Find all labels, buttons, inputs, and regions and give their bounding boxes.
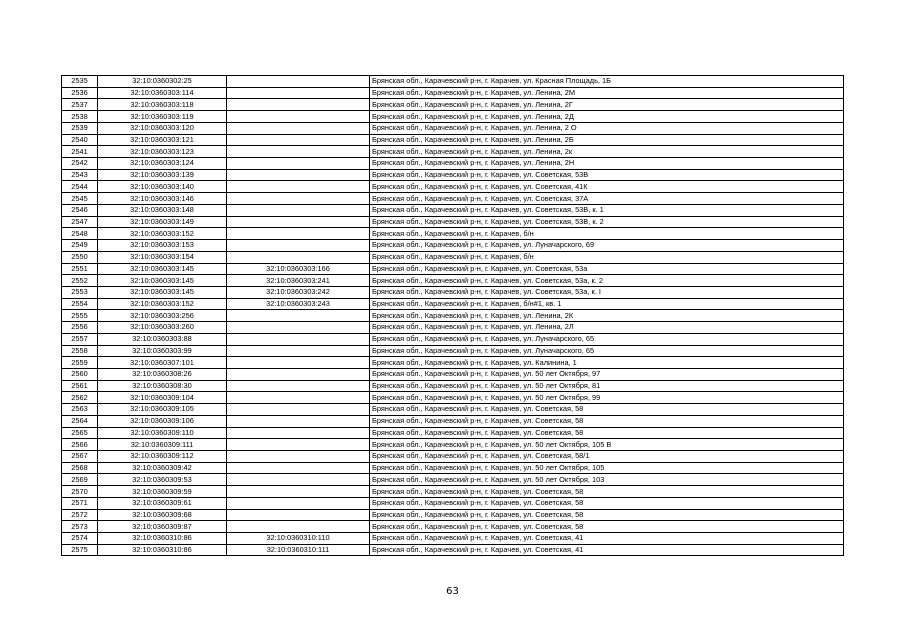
linked-cadastral-number-cell: 32:10:0360303:243 xyxy=(227,298,370,310)
table-row xyxy=(62,169,844,181)
cadastral-number-cell: 32:10:0360309:104 xyxy=(98,392,227,404)
row-number-cell: 2568 xyxy=(62,462,98,474)
address-cell: Брянская обл., Карачевский р-н, г. Карачев, б/н xyxy=(370,228,844,240)
address-cell: Брянская обл., Карачевский р-н, г. Карачев, ул. Советская, 41К xyxy=(370,181,844,193)
linked-cadastral-number-cell xyxy=(227,87,370,99)
row-number-cell: 2544 xyxy=(62,181,98,193)
linked-cadastral-number-cell xyxy=(227,474,370,486)
table-row xyxy=(62,462,844,474)
cadastral-number-cell: 32:10:0360303:124 xyxy=(98,158,227,170)
cadastral-number-cell: 32:10:0360309:110 xyxy=(98,427,227,439)
cadastral-number-cell: 32:10:0360309:61 xyxy=(98,497,227,509)
address-cell: Брянская обл., Карачевский р-н, г. Карачев, ул. 50 лет Октября, 105 xyxy=(370,462,844,474)
cadastral-number-cell: 32:10:0360303:123 xyxy=(98,146,227,158)
table-row xyxy=(62,87,844,99)
address-cell: Брянская обл., Карачевский р-н, г. Карачев, б/н#1, кв. 1 xyxy=(370,298,844,310)
address-cell: Брянская обл., Карачевский р-н, г. Карачев, ул. Калинина, 1 xyxy=(370,357,844,369)
row-number-cell: 2561 xyxy=(62,380,98,392)
address-cell: Брянская обл., Карачевский р-н, г. Карачев, ул. Советская, 58 xyxy=(370,415,844,427)
cadastral-number-cell: 32:10:0360302:25 xyxy=(98,76,227,88)
linked-cadastral-number-cell xyxy=(227,439,370,451)
cadastral-number-cell: 32:10:0360309:105 xyxy=(98,404,227,416)
table-row xyxy=(62,263,844,275)
address-cell: Брянская обл., Карачевский р-н, г. Карачев, ул. Красная Площадь, 1Б xyxy=(370,76,844,88)
table-row xyxy=(62,357,844,369)
table-row xyxy=(62,427,844,439)
table-row xyxy=(62,298,844,310)
table-row xyxy=(62,451,844,463)
row-number-cell: 2566 xyxy=(62,439,98,451)
address-cell: Брянская обл., Карачевский р-н, г. Карачев, ул. 50 лет Октября, 97 xyxy=(370,368,844,380)
cadastral-number-cell: 32:10:0360309:53 xyxy=(98,474,227,486)
table-row xyxy=(62,146,844,158)
cadastral-number-cell: 32:10:0360303:139 xyxy=(98,169,227,181)
address-cell: Брянская обл., Карачевский р-н, г. Карачев, ул. 50 лет Октября, 103 xyxy=(370,474,844,486)
table-row xyxy=(62,474,844,486)
row-number-cell: 2564 xyxy=(62,415,98,427)
table-body xyxy=(62,76,844,556)
address-cell: Брянская обл., Карачевский р-н, г. Карачев, ул. Советская, 53а, к. І xyxy=(370,286,844,298)
cadastral-number-cell: 32:10:0360309:68 xyxy=(98,509,227,521)
table-row xyxy=(62,486,844,498)
table-row xyxy=(62,111,844,123)
cadastral-number-cell: 32:10:0360303:114 xyxy=(98,87,227,99)
row-number-cell: 2539 xyxy=(62,122,98,134)
table-row xyxy=(62,286,844,298)
linked-cadastral-number-cell xyxy=(227,322,370,334)
cadastral-number-cell: 32:10:0360303:256 xyxy=(98,310,227,322)
cadastral-number-cell: 32:10:0360303:152 xyxy=(98,298,227,310)
cadastral-table xyxy=(61,75,844,556)
table-row xyxy=(62,509,844,521)
cadastral-number-cell: 32:10:0360303:119 xyxy=(98,111,227,123)
row-number-cell: 2575 xyxy=(62,544,98,556)
row-number-cell: 2542 xyxy=(62,158,98,170)
address-cell: Брянская обл., Карачевский р-н, г. Карачев, ул. Советская, 58 xyxy=(370,509,844,521)
cadastral-number-cell: 32:10:0360303:99 xyxy=(98,345,227,357)
cadastral-number-cell: 32:10:0360303:146 xyxy=(98,193,227,205)
address-cell: Брянская обл., Карачевский р-н, г. Карачев, ул. 50 лет Октября, 81 xyxy=(370,380,844,392)
linked-cadastral-number-cell xyxy=(227,193,370,205)
address-cell: Брянская обл., Карачевский р-н, г. Карачев, ул. Советская, 53В, к. 2 xyxy=(370,216,844,228)
table-row xyxy=(62,134,844,146)
address-cell: Брянская обл., Карачевский р-н, г. Карачев, ул. Советская, 37А xyxy=(370,193,844,205)
document-sheet xyxy=(61,75,844,556)
table-row xyxy=(62,193,844,205)
table-row xyxy=(62,240,844,252)
cadastral-number-cell: 32:10:0360310:86 xyxy=(98,533,227,545)
cadastral-number-cell: 32:10:0360303:153 xyxy=(98,240,227,252)
row-number-cell: 2571 xyxy=(62,497,98,509)
row-number-cell: 2573 xyxy=(62,521,98,533)
linked-cadastral-number-cell xyxy=(227,415,370,427)
cadastral-number-cell: 32:10:0360310:86 xyxy=(98,544,227,556)
table-row xyxy=(62,380,844,392)
table-row xyxy=(62,158,844,170)
table-row xyxy=(62,533,844,545)
address-cell: Брянская обл., Карачевский р-н, г. Карачев, ул. Луначарского, 65 xyxy=(370,333,844,345)
linked-cadastral-number-cell: 32:10:0360310:110 xyxy=(227,533,370,545)
row-number-cell: 2550 xyxy=(62,251,98,263)
row-number-cell: 2567 xyxy=(62,451,98,463)
address-cell: Брянская обл., Карачевский р-н, г. Карачев, ул. Советская, 58 xyxy=(370,427,844,439)
row-number-cell: 2569 xyxy=(62,474,98,486)
linked-cadastral-number-cell xyxy=(227,521,370,533)
row-number-cell: 2535 xyxy=(62,76,98,88)
table-row xyxy=(62,275,844,287)
cadastral-number-cell: 32:10:0360308:26 xyxy=(98,368,227,380)
row-number-cell: 2548 xyxy=(62,228,98,240)
table-row xyxy=(62,322,844,334)
row-number-cell: 2537 xyxy=(62,99,98,111)
address-cell: Брянская обл., Карачевский р-н, г. Карачев, ул. Советская, 58 xyxy=(370,404,844,416)
linked-cadastral-number-cell: 32:10:0360303:241 xyxy=(227,275,370,287)
page-number: 63 xyxy=(446,586,459,597)
table-row xyxy=(62,521,844,533)
row-number-cell: 2560 xyxy=(62,368,98,380)
linked-cadastral-number-cell xyxy=(227,111,370,123)
linked-cadastral-number-cell xyxy=(227,357,370,369)
table-row xyxy=(62,228,844,240)
linked-cadastral-number-cell xyxy=(227,99,370,111)
cadastral-number-cell: 32:10:0360303:148 xyxy=(98,204,227,216)
row-number-cell: 2563 xyxy=(62,404,98,416)
table-row xyxy=(62,392,844,404)
address-cell: Брянская обл., Карачевский р-н, г. Карачев, ул. Советская, 58 xyxy=(370,497,844,509)
address-cell: Брянская обл., Карачевский р-н, г. Карачев, ул. Советская, 53В xyxy=(370,169,844,181)
linked-cadastral-number-cell xyxy=(227,122,370,134)
linked-cadastral-number-cell xyxy=(227,228,370,240)
address-cell: Брянская обл., Карачевский р-н, г. Карачев, ул. Ленина, 2Б xyxy=(370,134,844,146)
table-row xyxy=(62,310,844,322)
address-cell: Брянская обл., Карачевский р-н, г. Карачев, ул. Советская, 53а, к. 2 xyxy=(370,275,844,287)
row-number-cell: 2570 xyxy=(62,486,98,498)
cadastral-number-cell: 32:10:0360303:140 xyxy=(98,181,227,193)
table-row xyxy=(62,404,844,416)
address-cell: Брянская обл., Карачевский р-н, г. Карачев, ул. Советская, 53В, к. 1 xyxy=(370,204,844,216)
table-row xyxy=(62,181,844,193)
address-cell: Брянская обл., Карачевский р-н, г. Карачев, б/н xyxy=(370,251,844,263)
linked-cadastral-number-cell xyxy=(227,251,370,263)
row-number-cell: 2556 xyxy=(62,322,98,334)
address-cell: Брянская обл., Карачевский р-н, г. Карачев, ул. Ленина, 2к xyxy=(370,146,844,158)
row-number-cell: 2565 xyxy=(62,427,98,439)
address-cell: Брянская обл., Карачевский р-н, г. Карачев, ул. Ленина, 2 О xyxy=(370,122,844,134)
row-number-cell: 2541 xyxy=(62,146,98,158)
address-cell: Брянская обл., Карачевский р-н, г. Карачев, ул. Советская, 58/1 xyxy=(370,451,844,463)
address-cell: Брянская обл., Карачевский р-н, г. Карачев, ул. Советская, 41 xyxy=(370,544,844,556)
address-cell: Брянская обл., Карачевский р-н, г. Карачев, ул. Ленина, 2Г xyxy=(370,99,844,111)
address-cell: Брянская обл., Карачевский р-н, г. Карачев, ул. Ленина, 2Л xyxy=(370,322,844,334)
cadastral-number-cell: 32:10:0360308:30 xyxy=(98,380,227,392)
cadastral-number-cell: 32:10:0360309:87 xyxy=(98,521,227,533)
row-number-cell: 2554 xyxy=(62,298,98,310)
address-cell: Брянская обл., Карачевский р-н, г. Карачев, ул. Ленина, 2М xyxy=(370,87,844,99)
cadastral-number-cell: 32:10:0360303:149 xyxy=(98,216,227,228)
row-number-cell: 2574 xyxy=(62,533,98,545)
linked-cadastral-number-cell xyxy=(227,240,370,252)
cadastral-number-cell: 32:10:0360303:145 xyxy=(98,286,227,298)
row-number-cell: 2555 xyxy=(62,310,98,322)
address-cell: Брянская обл., Карачевский р-н, г. Карачев, ул. Советская, 58 xyxy=(370,521,844,533)
linked-cadastral-number-cell xyxy=(227,427,370,439)
linked-cadastral-number-cell xyxy=(227,134,370,146)
linked-cadastral-number-cell xyxy=(227,76,370,88)
row-number-cell: 2543 xyxy=(62,169,98,181)
cadastral-number-cell: 32:10:0360303:260 xyxy=(98,322,227,334)
cadastral-number-cell: 32:10:0360303:152 xyxy=(98,228,227,240)
row-number-cell: 2546 xyxy=(62,204,98,216)
row-number-cell: 2545 xyxy=(62,193,98,205)
address-cell: Брянская обл., Карачевский р-н, г. Карачев, ул. Советская, 53а xyxy=(370,263,844,275)
cadastral-number-cell: 32:10:0360309:106 xyxy=(98,415,227,427)
row-number-cell: 2549 xyxy=(62,240,98,252)
address-cell: Брянская обл., Карачевский р-н, г. Карачев, ул. Луначарского, 69 xyxy=(370,240,844,252)
cadastral-number-cell: 32:10:0360303:154 xyxy=(98,251,227,263)
table-row xyxy=(62,122,844,134)
linked-cadastral-number-cell: 32:10:0360310:111 xyxy=(227,544,370,556)
address-cell: Брянская обл., Карачевский р-н, г. Карачев, ул. Ленина, 2Н xyxy=(370,158,844,170)
linked-cadastral-number-cell: 32:10:0360303:166 xyxy=(227,263,370,275)
linked-cadastral-number-cell xyxy=(227,146,370,158)
table-row xyxy=(62,415,844,427)
address-cell: Брянская обл., Карачевский р-н, г. Карачев, ул. Ленина, 2Д xyxy=(370,111,844,123)
linked-cadastral-number-cell xyxy=(227,451,370,463)
row-number-cell: 2559 xyxy=(62,357,98,369)
linked-cadastral-number-cell xyxy=(227,462,370,474)
row-number-cell: 2538 xyxy=(62,111,98,123)
cadastral-number-cell: 32:10:0360303:120 xyxy=(98,122,227,134)
linked-cadastral-number-cell xyxy=(227,509,370,521)
cadastral-number-cell: 32:10:0360309:42 xyxy=(98,462,227,474)
address-cell: Брянская обл., Карачевский р-н, г. Карачев, ул. Советская, 41 xyxy=(370,533,844,545)
address-cell: Брянская обл., Карачевский р-н, г. Карачев, ул. 50 лет Октября, 105 В xyxy=(370,439,844,451)
table-row xyxy=(62,251,844,263)
cadastral-number-cell: 32:10:0360309:111 xyxy=(98,439,227,451)
cadastral-number-cell: 32:10:0360309:112 xyxy=(98,451,227,463)
row-number-cell: 2562 xyxy=(62,392,98,404)
cadastral-number-cell: 32:10:0360303:121 xyxy=(98,134,227,146)
cadastral-number-cell: 32:10:0360303:145 xyxy=(98,263,227,275)
linked-cadastral-number-cell xyxy=(227,204,370,216)
linked-cadastral-number-cell: 32:10:0360303:242 xyxy=(227,286,370,298)
table-row xyxy=(62,544,844,556)
linked-cadastral-number-cell xyxy=(227,216,370,228)
linked-cadastral-number-cell xyxy=(227,368,370,380)
cadastral-number-cell: 32:10:0360303:145 xyxy=(98,275,227,287)
address-cell: Брянская обл., Карачевский р-н, г. Карачев, ул. Ленина, 2К xyxy=(370,310,844,322)
row-number-cell: 2557 xyxy=(62,333,98,345)
table-row xyxy=(62,345,844,357)
row-number-cell: 2536 xyxy=(62,87,98,99)
cadastral-number-cell: 32:10:0360303:88 xyxy=(98,333,227,345)
table-row xyxy=(62,216,844,228)
row-number-cell: 2547 xyxy=(62,216,98,228)
row-number-cell: 2558 xyxy=(62,345,98,357)
row-number-cell: 2572 xyxy=(62,509,98,521)
cadastral-number-cell: 32:10:0360307:101 xyxy=(98,357,227,369)
row-number-cell: 2553 xyxy=(62,286,98,298)
linked-cadastral-number-cell xyxy=(227,497,370,509)
table-row xyxy=(62,439,844,451)
linked-cadastral-number-cell xyxy=(227,158,370,170)
linked-cadastral-number-cell xyxy=(227,181,370,193)
linked-cadastral-number-cell xyxy=(227,404,370,416)
row-number-cell: 2540 xyxy=(62,134,98,146)
table-row xyxy=(62,368,844,380)
linked-cadastral-number-cell xyxy=(227,380,370,392)
address-cell: Брянская обл., Карачевский р-н, г. Карачев, ул. Советская, 58 xyxy=(370,486,844,498)
table-row xyxy=(62,204,844,216)
table-row xyxy=(62,99,844,111)
row-number-cell: 2551 xyxy=(62,263,98,275)
linked-cadastral-number-cell xyxy=(227,169,370,181)
address-cell: Брянская обл., Карачевский р-н, г. Карачев, ул. Луначарского, 65 xyxy=(370,345,844,357)
row-number-cell: 2552 xyxy=(62,275,98,287)
table-row xyxy=(62,76,844,88)
linked-cadastral-number-cell xyxy=(227,310,370,322)
table-row xyxy=(62,333,844,345)
linked-cadastral-number-cell xyxy=(227,486,370,498)
linked-cadastral-number-cell xyxy=(227,392,370,404)
address-cell: Брянская обл., Карачевский р-н, г. Карачев, ул. 50 лет Октября, 99 xyxy=(370,392,844,404)
linked-cadastral-number-cell xyxy=(227,345,370,357)
table-row xyxy=(62,497,844,509)
cadastral-number-cell: 32:10:0360309:59 xyxy=(98,486,227,498)
cadastral-number-cell: 32:10:0360303:118 xyxy=(98,99,227,111)
linked-cadastral-number-cell xyxy=(227,333,370,345)
